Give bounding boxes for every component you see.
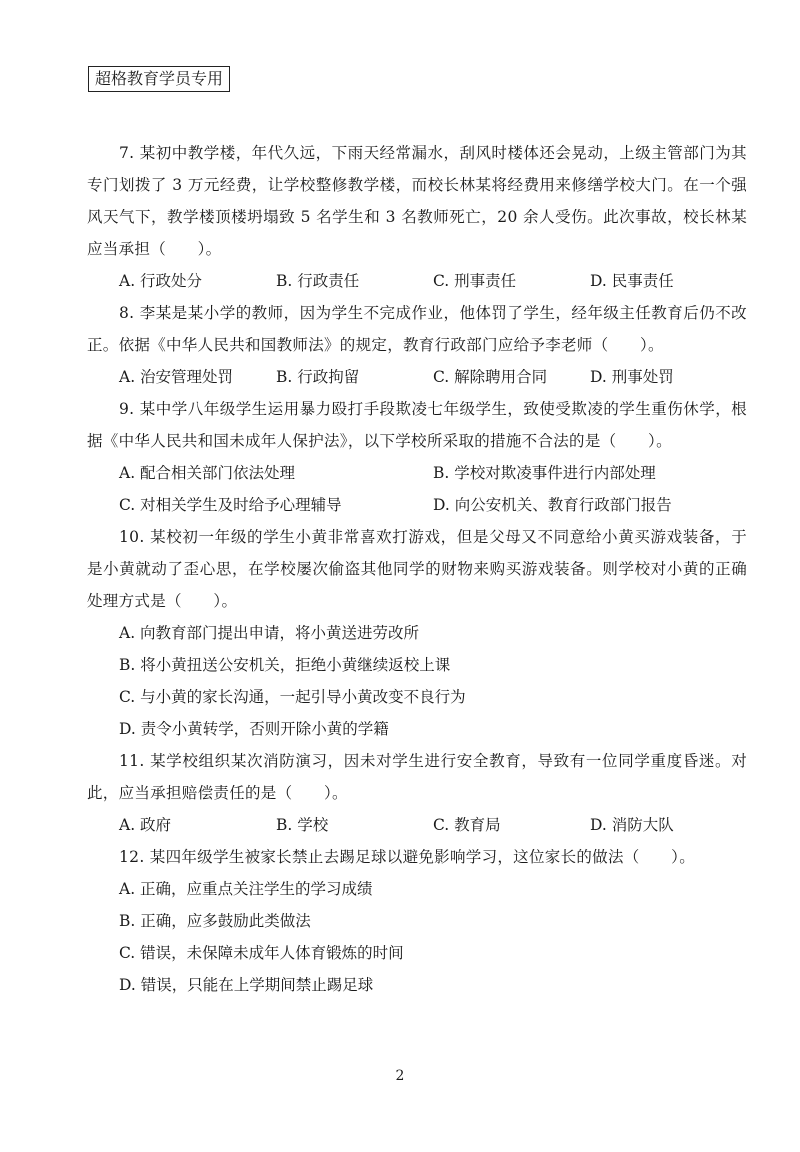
question-8-option-d[interactable]: D. 刑事处罚 xyxy=(590,368,674,386)
question-10-option-b[interactable]: B. 将小黄扭送公安机关，拒绝小黄继续返校上课 xyxy=(119,656,451,674)
question-10-stem: 10. 某校初一年级的学生小黄非常喜欢打游戏，但是父母又不同意给小黄买游戏装备，于是小黄就动了歪心思，在学校屡次偷盗其他同学的财物来购买游戏装备。则学校对小黄的正确处理方式是（ ）。 xyxy=(87,528,747,610)
question-11-stem: 11. 某学校组织某次消防演习，因未对学生进行安全教育，导致有一位同学重度昏迷。对此，应当承担赔偿责任的是（ ）。 xyxy=(87,752,747,802)
question-9-options-row-2 xyxy=(87,489,747,521)
question-list xyxy=(87,137,747,1001)
question-8-options xyxy=(87,361,747,393)
question-8-option-b[interactable]: B. 行政拘留 xyxy=(276,368,360,386)
question-9-option-a[interactable]: A. 配合相关部门依法处理 xyxy=(119,464,296,482)
question-10-option-d[interactable]: D. 责令小黄转学，否则开除小黄的学籍 xyxy=(119,720,389,738)
question-8-option-a[interactable]: A. 治安管理处罚 xyxy=(119,368,234,386)
question-7-option-b[interactable]: B. 行政责任 xyxy=(276,272,360,290)
question-9-stem: 9. 某中学八年级学生运用暴力殴打手段欺凌七年级学生，致使受欺凌的学生重伤休学，根据《中华人民共和国未成年人保护法》，以下学校所采取的措施不合法的是（ ）。 xyxy=(87,400,747,450)
question-11-option-b[interactable]: B. 学校 xyxy=(276,816,329,834)
question-7-stem: 7. 某初中教学楼，年代久远，下雨天经常漏水，刮风时楼体还会晃动，上级主管部门为其专门划拨了 3 万元经费，让学校整修教学楼，而校长林某将经费用来修缮学校大门。在一个强风天气下，教学楼顶楼坍塌致 5 名学生和 3 名教师死亡，20 余人受伤。此次事故，校长林某应当承担（ ）。 xyxy=(87,144,747,258)
question-7-option-c[interactable]: C. 刑事责任 xyxy=(433,272,517,290)
question-12-option-a[interactable]: A. 正确，应重点关注学生的学习成绩 xyxy=(119,880,373,898)
question-11-option-d[interactable]: D. 消防大队 xyxy=(590,816,674,834)
question-9-option-d[interactable]: D. 向公安机关、教育行政部门报告 xyxy=(433,496,672,514)
question-11-option-a[interactable]: A. 政府 xyxy=(119,816,172,834)
question-7-option-d[interactable]: D. 民事责任 xyxy=(590,272,674,290)
question-8-stem: 8. 李某是某小学的教师，因为学生不完成作业，他体罚了学生，经年级主任教育后仍不改正。依据《中华人民共和国教师法》的规定，教育行政部门应给予李老师（ ）。 xyxy=(87,304,747,354)
question-12-option-d[interactable]: D. 错误，只能在上学期间禁止踢足球 xyxy=(119,976,374,994)
question-10-option-a[interactable]: A. 向教育部门提出申请，将小黄送进劳改所 xyxy=(119,624,420,642)
question-9-option-b[interactable]: B. 学校对欺凌事件进行内部处理 xyxy=(433,464,656,482)
question-12-option-b[interactable]: B. 正确，应多鼓励此类做法 xyxy=(119,912,311,930)
question-12-stem: 12. 某四年级学生被家长禁止去踢足球以避免影响学习，这位家长的做法（ ）。 xyxy=(119,848,696,866)
question-8-option-c[interactable]: C. 解除聘用合同 xyxy=(433,368,548,386)
question-7-option-a[interactable]: A. 行政处分 xyxy=(119,272,203,290)
page-number: 2 xyxy=(395,1068,405,1084)
question-11-option-c[interactable]: C. 教育局 xyxy=(433,816,501,834)
question-11-options xyxy=(87,809,747,841)
question-10-option-c[interactable]: C. 与小黄的家长沟通，一起引导小黄改变不良行为 xyxy=(119,688,466,706)
question-9-option-c[interactable]: C. 对相关学生及时给予心理辅导 xyxy=(119,496,342,514)
question-7-options xyxy=(87,265,747,297)
question-9-options-row-1 xyxy=(87,457,747,489)
question-12-option-c[interactable]: C. 错误，未保障未成年人体育锻炼的时间 xyxy=(119,944,404,962)
header-label: 超格教育学员专用 xyxy=(88,66,230,92)
